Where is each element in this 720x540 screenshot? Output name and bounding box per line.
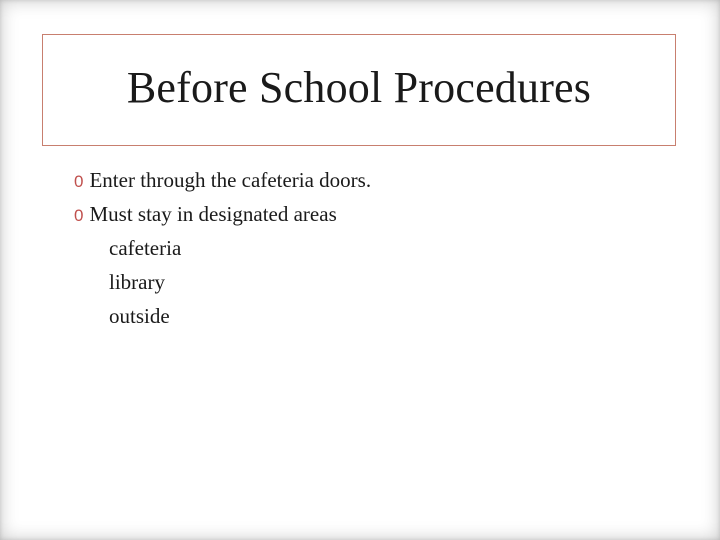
- bullet-text: Enter through the cafeteria doors.: [89, 168, 372, 192]
- title-box: [42, 34, 676, 146]
- slide-title: Before School Procedures: [126, 63, 592, 112]
- bullet-item: [74, 168, 674, 202]
- bullet-text: Must stay in designated areas: [89, 202, 337, 226]
- sub-item-library: library: [109, 270, 165, 294]
- bullet-marker-icon: 0: [74, 172, 84, 191]
- sub-item-outside: outside: [109, 304, 170, 328]
- bullet-item: [74, 202, 674, 236]
- sub-item-cafeteria: cafeteria: [109, 236, 182, 260]
- bullet-list: [74, 168, 674, 338]
- bullet-marker-icon: 0: [74, 206, 84, 225]
